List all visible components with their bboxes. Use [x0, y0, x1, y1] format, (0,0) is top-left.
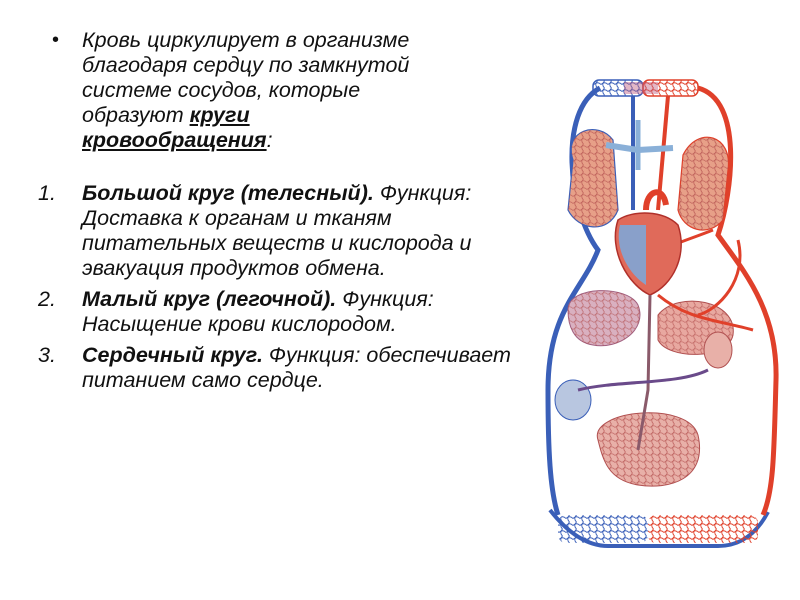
intro-line-3: системе сосудов, которые: [82, 78, 361, 102]
head-capillaries: [593, 80, 698, 96]
circles-link[interactable]: круги: [189, 103, 250, 127]
intro-bullet: [38, 28, 518, 153]
intro-line-5-suffix: :: [266, 128, 273, 152]
bullet-dot: •: [52, 29, 60, 51]
item-number: 2.: [38, 287, 56, 311]
item-title: Малый круг (легочной).: [82, 287, 337, 311]
list-item: [38, 287, 518, 337]
item-number: 1.: [38, 181, 56, 205]
item-title: Сердечный круг.: [82, 343, 263, 367]
intro-line-2: благодаря сердцу по замкнутой: [82, 53, 410, 77]
item-text: Функция: обеспечивает питанием само сердце.: [82, 343, 511, 392]
intro-line-4-prefix: образуют: [82, 103, 190, 127]
circulatory-diagram: [538, 60, 788, 560]
list-item: [38, 343, 518, 393]
list-item: [38, 181, 518, 281]
text-block: [38, 28, 518, 399]
item-title: Большой круг (телесный).: [82, 181, 374, 205]
lower-body-capillaries: [550, 510, 768, 546]
heart: [615, 192, 681, 295]
item-text: Функция: Доставка к органам и тканям питательных веществ и кислорода и эвакуация продуктов обмена.: [82, 181, 472, 280]
intro-line-1: Кровь циркулирует в организме: [82, 28, 410, 52]
circulation-link[interactable]: кровообращения: [82, 128, 267, 152]
item-number: 3.: [38, 343, 56, 367]
circulation-list: [38, 181, 518, 393]
item-text: Функция: Насыщение крови кислородом.: [82, 287, 434, 336]
